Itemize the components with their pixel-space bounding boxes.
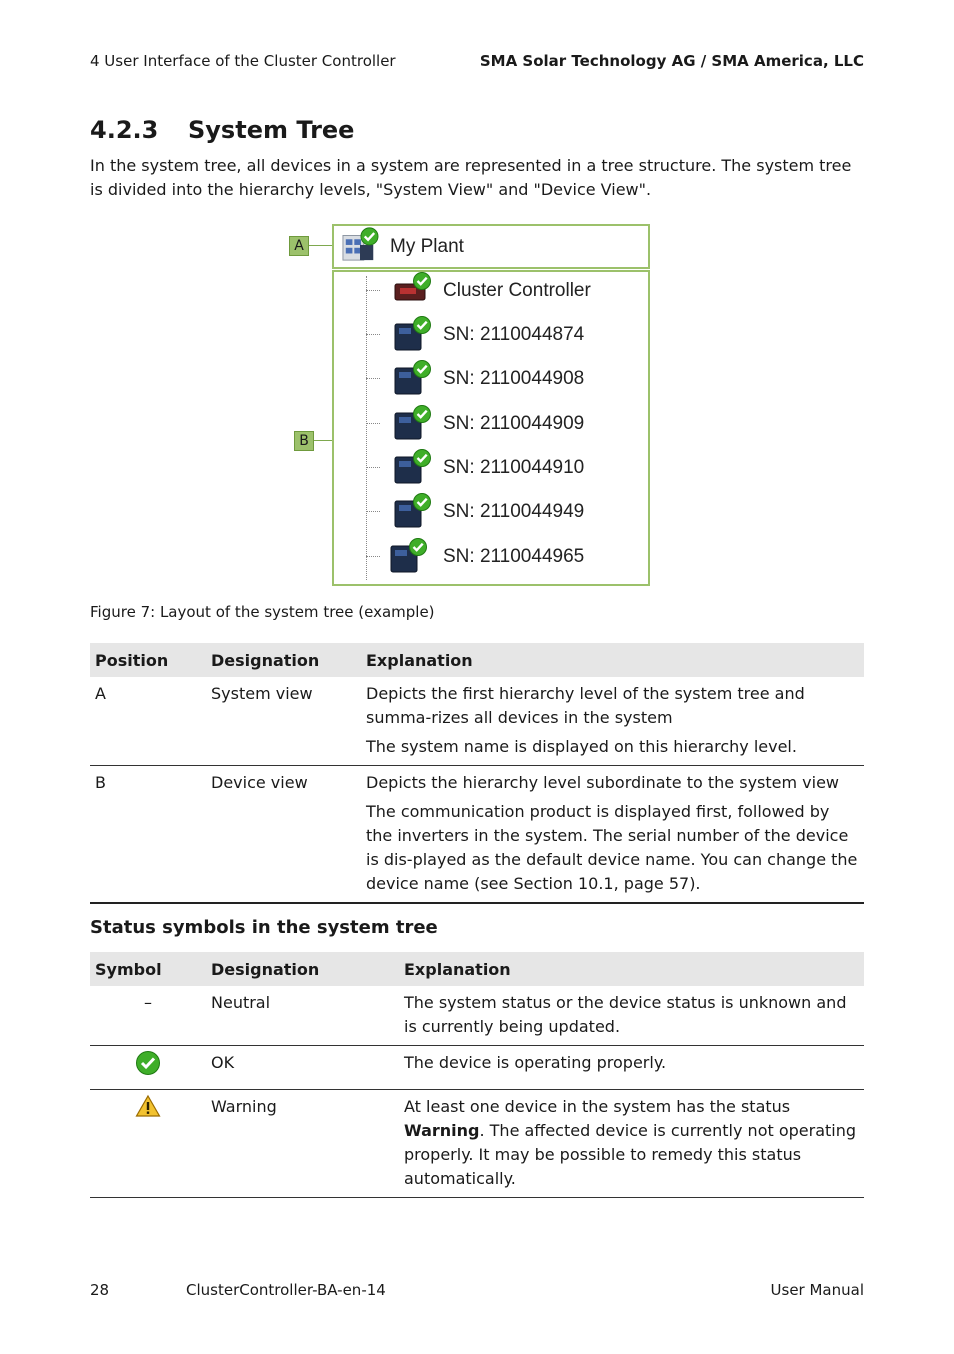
cell-designation: Neutral [206, 986, 399, 1046]
page-number: 28 [90, 1281, 110, 1299]
section-heading [90, 116, 354, 144]
status-table [90, 952, 864, 1198]
running-header-company: SMA Solar Technology AG / SMA America, LLC [479, 52, 864, 70]
warning-triangle-icon [135, 1094, 161, 1118]
label-a-connector [309, 245, 332, 246]
column-header-designation: Designation [206, 643, 361, 677]
explanation-paragraph: The communication product is displayed first, followed by the inverters in the system. The serial number of the device is dis-played as the default device name. You can change the device name (see Section 10.1, page 57). [366, 802, 858, 893]
cluster-controller-icon [392, 272, 432, 308]
table-row [90, 1090, 864, 1198]
explanation-text: At least one device in the system has the status [404, 1097, 791, 1116]
table-row [90, 766, 864, 904]
inverter-icon [388, 538, 428, 574]
document-type: User Manual [770, 1281, 864, 1299]
cell-symbol [90, 1090, 206, 1198]
warning-keyword: Warning [404, 1121, 480, 1140]
column-header-designation: Designation [206, 952, 399, 986]
cell-explanation [399, 1090, 864, 1198]
inverter-icon [392, 449, 432, 485]
tree-branch [366, 378, 380, 379]
column-header-explanation: Explanation [399, 952, 864, 986]
ok-check-icon [135, 1050, 161, 1076]
figure-label-b: B [294, 431, 314, 451]
explanation-paragraph: The system name is displayed on this hierarchy level. [366, 737, 797, 756]
running-header-chapter: 4 User Interface of the Cluster Controller [90, 52, 396, 70]
figure-label-a: A [289, 236, 309, 256]
device-label: SN: 2110044909 [443, 413, 585, 434]
position-table [90, 643, 864, 904]
plant-name[interactable]: My Plant [390, 236, 464, 257]
inverter-icon [392, 493, 432, 529]
device-label: SN: 2110044910 [443, 457, 585, 478]
explanation-text: . The affected device is currently not operating properly. It may be possible to remedy this status automatically. [404, 1121, 857, 1188]
section-title: System Tree [188, 116, 355, 144]
table-row [90, 1046, 864, 1090]
cell-symbol [90, 1046, 206, 1090]
cell-symbol: – [90, 986, 206, 1046]
section-number: 4.2.3 [90, 116, 159, 144]
tree-branch [366, 334, 380, 335]
figure-caption-prefix: Figure 7 [90, 603, 151, 621]
tree-branch [366, 511, 380, 512]
device-label: SN: 2110044965 [443, 546, 585, 567]
figure-caption [90, 603, 435, 621]
system-view-box [332, 224, 650, 269]
cell-designation: Warning [206, 1090, 399, 1198]
column-header-symbol: Symbol [90, 952, 206, 986]
intro-paragraph: In the system tree, all devices in a system are represented in a tree structure. The system tree is divided into the hierarchy levels, "System View" and "Device View". [90, 156, 852, 199]
cell-designation: System view [206, 677, 361, 766]
cell-explanation: The system status or the device status is unknown and is currently being updated. [399, 986, 864, 1046]
column-header-explanation: Explanation [361, 643, 864, 677]
cell-designation: OK [206, 1046, 399, 1090]
inverter-icon [392, 405, 432, 441]
figure-caption-text: : Layout of the system tree (example) [150, 603, 435, 621]
cell-explanation: The device is operating properly. [399, 1046, 864, 1090]
tree-guide-line [366, 276, 367, 580]
device-label: SN: 2110044874 [443, 324, 585, 345]
device-label: SN: 2110044908 [443, 368, 585, 389]
cell-position: B [90, 766, 206, 904]
explanation-paragraph: Depicts the hierarchy level subordinate to the system view [366, 773, 839, 792]
table-row [90, 986, 864, 1046]
cell-position: A [90, 677, 206, 766]
cell-explanation [361, 766, 864, 904]
column-header-position: Position [90, 643, 206, 677]
inverter-icon [392, 316, 432, 352]
plant-icon [340, 226, 380, 262]
tree-branch [366, 556, 380, 557]
explanation-paragraph: Depicts the first hierarchy level of the system tree and summa-rizes all devices in the system [366, 684, 805, 727]
table-header-row [90, 643, 864, 677]
document-id: ClusterController-BA-en-14 [186, 1281, 386, 1299]
device-label: Cluster Controller [443, 280, 591, 301]
cell-designation: Device view [206, 766, 361, 904]
cell-explanation [361, 677, 864, 766]
tree-branch [366, 423, 380, 424]
table-header-row [90, 952, 864, 986]
status-symbols-heading: Status symbols in the system tree [90, 917, 438, 938]
label-b-connector [314, 440, 332, 441]
inverter-icon [392, 360, 432, 396]
device-label: SN: 2110044949 [443, 501, 585, 522]
tree-branch [366, 290, 380, 291]
table-row [90, 677, 864, 766]
tree-branch [366, 467, 380, 468]
